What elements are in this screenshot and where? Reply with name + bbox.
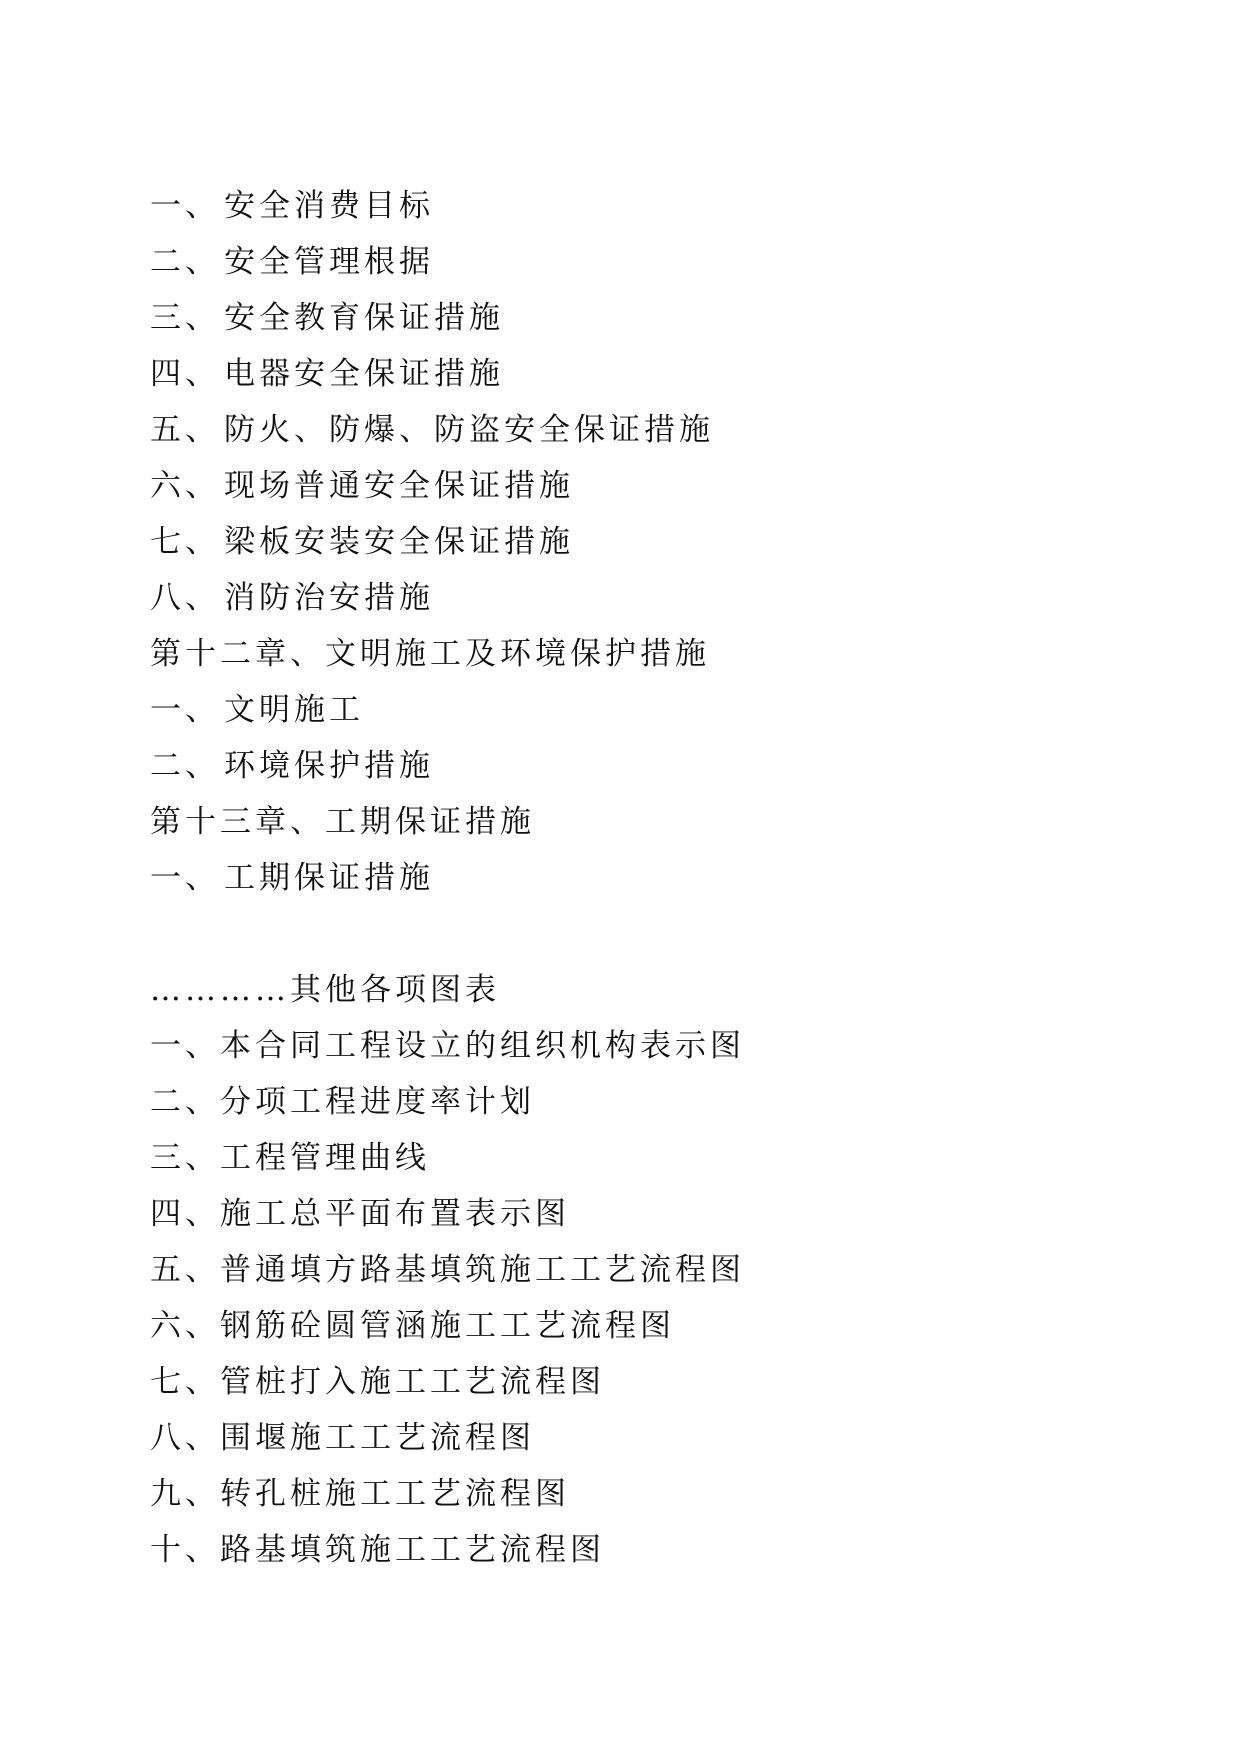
toc-item [150,682,1150,738]
item-title: 防火、防爆、防盗安全保证措施 [224,412,714,448]
item-number: 八、 [150,580,220,616]
toc-item [150,1018,1150,1074]
toc-item [150,850,1150,906]
toc-item: 三、工程管理曲线 [150,1140,430,1176]
toc-item: 七、管桩打入施工工艺流程图 [150,1364,605,1400]
toc-item: 八、围堰施工工艺流程图 [150,1420,535,1456]
toc-item: 十、路基填筑施工工艺流程图 [150,1532,605,1568]
item-title: 工期保证措施 [224,860,434,896]
toc-item [150,514,1150,570]
item-title: 安全管理根据 [224,244,434,280]
item-number: 一、 [150,1028,220,1064]
toc-item [150,234,1150,290]
item-title: 环境保护措施 [224,748,434,784]
item-number: 五、 [150,412,220,448]
chapter-heading: 第十二章、文明施工及环境保护措施 [150,636,710,672]
item-number: 七、 [150,524,220,560]
item-title: 安全教育保证措施 [224,300,504,336]
item-title: 安全消费目标 [224,188,434,224]
item-number: 三、 [150,300,220,336]
item-title: 现场普通安全保证措施 [224,468,574,504]
toc-item: 五、普通填方路基填筑施工工艺流程图 [150,1252,745,1288]
item-number: 四、 [150,356,220,392]
toc-item [150,570,1150,626]
item-title: 梁板安装安全保证措施 [224,524,574,560]
toc-item [150,738,1150,794]
item-number: 六、 [150,468,220,504]
item-number: 一、 [150,188,220,224]
toc-item: 六、钢筋砼圆管涵施工工艺流程图 [150,1308,675,1344]
toc-item [150,346,1150,402]
item-number: 一、 [150,692,220,728]
toc-item [150,458,1150,514]
item-number: 一、 [150,860,220,896]
spacer [150,906,1150,962]
toc-item [150,290,1150,346]
section-heading: …………其他各项图表 [150,972,500,1008]
chapter-heading: 第十三章、工期保证措施 [150,804,535,840]
toc-item: 二、分项工程进度率计划 [150,1084,535,1120]
table-of-contents [150,178,1150,1578]
toc-item [150,178,1150,234]
toc-item: 九、转孔桩施工工艺流程图 [150,1476,570,1512]
item-title: 文明施工 [224,692,364,728]
toc-item: 四、施工总平面布置表示图 [150,1196,570,1232]
item-title: 本合同工程设立的组织机构表示图 [220,1028,745,1064]
item-number: 二、 [150,748,220,784]
item-number: 二、 [150,244,220,280]
item-title: 电器安全保证措施 [224,356,504,392]
item-title: 消防治安措施 [224,580,434,616]
toc-item [150,402,1150,458]
